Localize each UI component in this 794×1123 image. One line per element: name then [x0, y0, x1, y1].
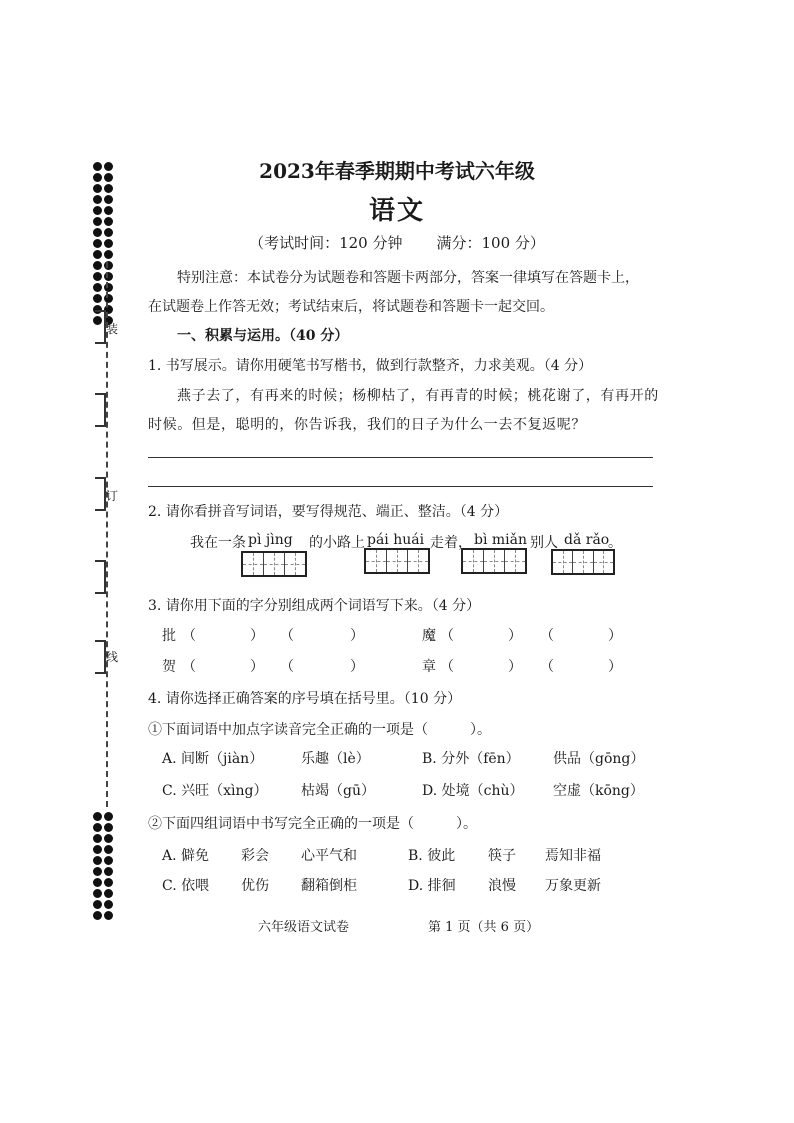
q3-blank-open[interactable]: （ [440, 659, 454, 675]
q2-sentence-part: 别人 [530, 535, 558, 551]
binding-bracket [95, 477, 106, 511]
q3-char: 章 [422, 659, 436, 675]
q2-pinyin: bì miǎn [474, 532, 528, 548]
binding-bracket [95, 310, 106, 344]
q3-blank-open[interactable]: （ [280, 659, 294, 675]
q3-blank-close: ） [250, 659, 264, 675]
exam-subject: 语文 [368, 196, 425, 226]
q4-sub1-option-d2: 空虚（kōng） [553, 783, 644, 799]
notice-line-1: 特别注意：本试卷分为试题卷和答题卡两部分，答案一律填写在答题卡上， [177, 270, 639, 286]
exam-time: （考试时间：120 分钟 [249, 234, 403, 252]
q2-answer-grid[interactable] [461, 548, 527, 574]
q2-answer-grid[interactable] [241, 551, 307, 577]
q4-sub1-option-d: D. 处境（chù） [422, 783, 524, 799]
binding-bracket [95, 393, 106, 427]
q1-prompt: 1. 书写展示。请你用硬笔书写楷书，做到行款整齐，力求美观。（4 分） [148, 358, 593, 374]
binding-bracket [95, 560, 106, 594]
q3-blank-close: ） [508, 628, 522, 644]
q4-sub2-option-d: D. 排徊 [408, 878, 456, 894]
q3-blank-open[interactable]: （ [540, 659, 554, 675]
q3-blank-close: ） [608, 628, 622, 644]
binding-bracket [95, 640, 106, 674]
q2-prompt: 2. 请你看拼音写词语，要写得规范、端正、整洁。（4 分） [148, 504, 509, 520]
exam-meta [0, 232, 794, 253]
q4-sub1-option-a: A. 间断（jiàn） [162, 751, 264, 767]
q3-blank-close: ） [350, 628, 364, 644]
q1-answer-line[interactable] [148, 457, 653, 458]
q4-sub2-option-a2: 彩会 [241, 848, 269, 864]
q3-blank-close: ） [250, 628, 264, 644]
q3-char: 魔 [422, 628, 436, 644]
q3-char: 贺 [162, 659, 176, 675]
q4-sub1-option-b: B. 分外（fēn） [422, 751, 520, 767]
q3-prompt: 3. 请你用下面的字分别组成两个词语写下来。（4 分） [148, 598, 481, 614]
q4-sub2-option-b: B. 彼此 [408, 848, 456, 864]
q4-sub2-option-a: A. 僻免 [162, 848, 210, 864]
q2-pinyin: pái huái [367, 532, 425, 548]
q2-sentence-part: 我在一条 [190, 535, 246, 551]
q4-sub1-option-a2: 乐趣（lè） [301, 751, 370, 767]
section-heading: 一、积累与运用。（40 分） [177, 328, 349, 344]
q4-sub2-option-d3: 万象更新 [545, 878, 601, 894]
binding-label-xian: 线 [106, 650, 119, 664]
q4-sub2-option-c: C. 依喂 [162, 878, 210, 894]
q4-sub2-option-c3: 翻箱倒柜 [301, 878, 357, 894]
q4-sub2-option-c2: 优伤 [241, 878, 269, 894]
binding-label-ding: 订 [106, 489, 119, 503]
q3-blank-open[interactable]: （ [440, 628, 454, 644]
q2-sentence-part: 的小路上 [309, 535, 365, 551]
q3-blank-open[interactable]: （ [182, 659, 196, 675]
footer-page-number: 第 1 页（共 6 页） [428, 920, 540, 935]
footer-paper-name: 六年级语文试卷 [258, 920, 350, 935]
q3-blank-open[interactable]: （ [182, 628, 196, 644]
binding-dashed-line [106, 262, 108, 807]
q1-passage-line-2: 时候。但是，聪明的，你告诉我，我们的日子为什么一去不复返呢？ [148, 417, 586, 433]
q2-pinyin: dǎ rǎo [564, 532, 610, 548]
q4-sub2-prompt: ②下面四组词语中书写完全正确的一项是（ ）。 [148, 816, 477, 832]
q4-sub1-prompt: ①下面词语中加点字读音完全正确的一项是（ ）。 [148, 722, 491, 738]
q1-passage-line-1: 燕子去了，有再来的时候；杨柳枯了，有再青的时候；桃花谢了，有再开的 [177, 388, 659, 404]
q3-blank-open[interactable]: （ [280, 628, 294, 644]
q2-sentence-part: 走着， [430, 535, 472, 551]
q4-sub1-option-c2: 枯竭（gū） [301, 783, 375, 799]
q3-blank-close: ） [508, 659, 522, 675]
q2-pinyin: pì jìng [248, 532, 293, 548]
notice-line-2: 在试题卷上作答无效；考试结束后，将试题卷和答题卡一起交回。 [148, 299, 554, 315]
q4-sub1-option-c: C. 兴旺（xìng） [162, 783, 268, 799]
q3-blank-close: ） [350, 659, 364, 675]
q2-sentence-part: 。 [608, 535, 622, 551]
exam-title: 2023年春季期期中考试六年级 [259, 159, 535, 183]
q2-answer-grid[interactable] [364, 548, 430, 574]
q4-sub2-option-d2: 浪慢 [488, 878, 516, 894]
binding-holes-bottom [93, 812, 113, 920]
q4-sub2-option-b3: 焉知非福 [545, 848, 601, 864]
exam-full-score: 满分：100 分） [436, 234, 545, 252]
q1-answer-line[interactable] [148, 486, 653, 487]
q3-blank-close: ） [608, 659, 622, 675]
q4-sub1-option-b2: 供品（gōng） [553, 751, 645, 767]
q4-sub2-option-b2: 筷子 [488, 848, 516, 864]
binding-label-zhuang: 装 [106, 322, 119, 336]
q2-answer-grid[interactable] [551, 549, 615, 575]
q3-blank-open[interactable]: （ [540, 628, 554, 644]
q4-sub2-option-a3: 心平气和 [301, 848, 357, 864]
q3-char: 批 [162, 628, 176, 644]
q4-prompt: 4. 请你选择正确答案的序号填在括号里。（10 分） [148, 691, 462, 707]
